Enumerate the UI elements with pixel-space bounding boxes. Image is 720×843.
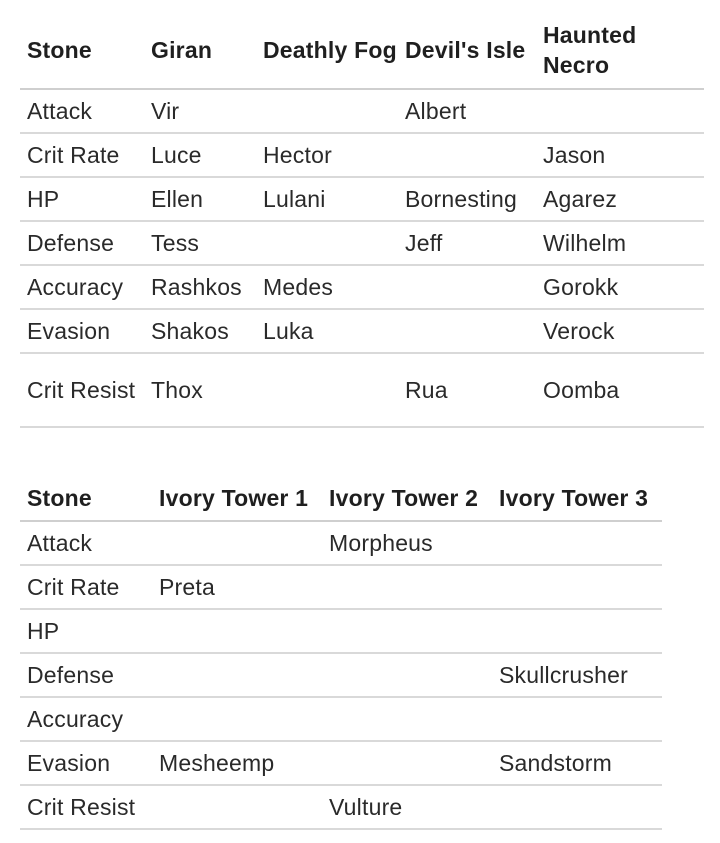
table-cell (398, 309, 536, 353)
table-cell (492, 609, 662, 653)
table-row (20, 565, 662, 609)
column-header-stone: Stone (20, 476, 152, 521)
table-cell (536, 89, 704, 133)
table-row (20, 353, 704, 427)
table-cell (398, 133, 536, 177)
table-cell (152, 697, 322, 741)
table-cell (152, 785, 322, 829)
column-header-devils-isle: Devil's Isle (398, 12, 536, 89)
table-cell (322, 741, 492, 785)
table-cell (322, 565, 492, 609)
table-cell: Hector (263, 142, 332, 168)
table-row (20, 741, 662, 785)
table-cell: Morpheus (329, 530, 433, 556)
table-cell (492, 521, 662, 565)
stone-cell: HP (27, 186, 60, 212)
table-cell: Albert (405, 98, 467, 124)
stone-cell: Evasion (27, 750, 111, 776)
table-cell: Medes (263, 274, 334, 300)
table-cell: Jeff (405, 230, 443, 256)
stone-cell: HP (27, 618, 60, 644)
table-cell: Lulani (263, 186, 326, 212)
table-cell: Agarez (543, 186, 618, 212)
table-cell: Luka (263, 318, 314, 344)
table-row (20, 309, 704, 353)
table-cell (398, 265, 536, 309)
table-cell: Rua (405, 377, 448, 403)
table-row (20, 221, 704, 265)
table-row (20, 609, 662, 653)
table-cell (152, 521, 322, 565)
table-cell: Wilhelm (543, 230, 627, 256)
table-cell (322, 653, 492, 697)
table-cell: Sandstorm (499, 750, 613, 776)
stone-cell: Crit Resist (27, 377, 136, 403)
column-header-deathly-fog: Deathly Fog (256, 12, 398, 89)
table-cell: Vir (151, 98, 180, 124)
table-cell: Shakos (151, 318, 229, 344)
table-row (20, 653, 662, 697)
table-cell: Verock (543, 318, 615, 344)
table-cell: Gorokk (543, 274, 619, 300)
column-header-giran: Giran (144, 12, 256, 89)
table-cell (256, 89, 398, 133)
stone-cell: Defense (27, 662, 115, 688)
stone-cell: Accuracy (27, 706, 124, 732)
table-cell (256, 221, 398, 265)
stone-cell: Attack (27, 98, 93, 124)
stone-cell: Evasion (27, 318, 111, 344)
stone-cell: Crit Rate (27, 574, 120, 600)
table-row (20, 265, 704, 309)
table-cell: Bornesting (405, 186, 517, 212)
table-row (20, 177, 704, 221)
table-row (20, 521, 662, 565)
table-header-row (20, 476, 662, 521)
stone-table-regions (20, 12, 704, 428)
table-cell (492, 697, 662, 741)
table-row (20, 89, 704, 133)
stone-table-ivory-tower (20, 476, 662, 830)
table-cell (492, 565, 662, 609)
table-cell: Vulture (329, 794, 403, 820)
table-cell (152, 609, 322, 653)
stone-cell: Defense (27, 230, 115, 256)
table-cell (492, 785, 662, 829)
column-header-ivory-tower-2: Ivory Tower 2 (322, 476, 492, 521)
table-cell: Luce (151, 142, 202, 168)
table-header-row (20, 12, 704, 89)
table-cell: Rashkos (151, 274, 242, 300)
column-header-ivory-tower-1: Ivory Tower 1 (152, 476, 322, 521)
stone-cell: Crit Rate (27, 142, 120, 168)
table-cell: Oomba (543, 377, 620, 403)
column-header-haunted-necro: Haunted Necro (536, 12, 704, 89)
stone-cell: Accuracy (27, 274, 124, 300)
table-cell: Tess (151, 230, 200, 256)
table-row (20, 697, 662, 741)
stone-cell: Crit Resist (27, 794, 136, 820)
table-cell (152, 653, 322, 697)
column-header-stone: Stone (20, 12, 144, 89)
table-cell (256, 353, 398, 427)
table-cell: Preta (159, 574, 215, 600)
table-cell (322, 697, 492, 741)
table-cell: Jason (543, 142, 606, 168)
table-cell (322, 609, 492, 653)
table-row (20, 785, 662, 829)
table-row (20, 133, 704, 177)
table-cell: Ellen (151, 186, 204, 212)
stone-cell: Attack (27, 530, 93, 556)
column-header-ivory-tower-3: Ivory Tower 3 (492, 476, 662, 521)
table-cell: Skullcrusher (499, 662, 628, 688)
table-cell: Thox (151, 377, 203, 403)
table-cell: Mesheemp (159, 750, 275, 776)
